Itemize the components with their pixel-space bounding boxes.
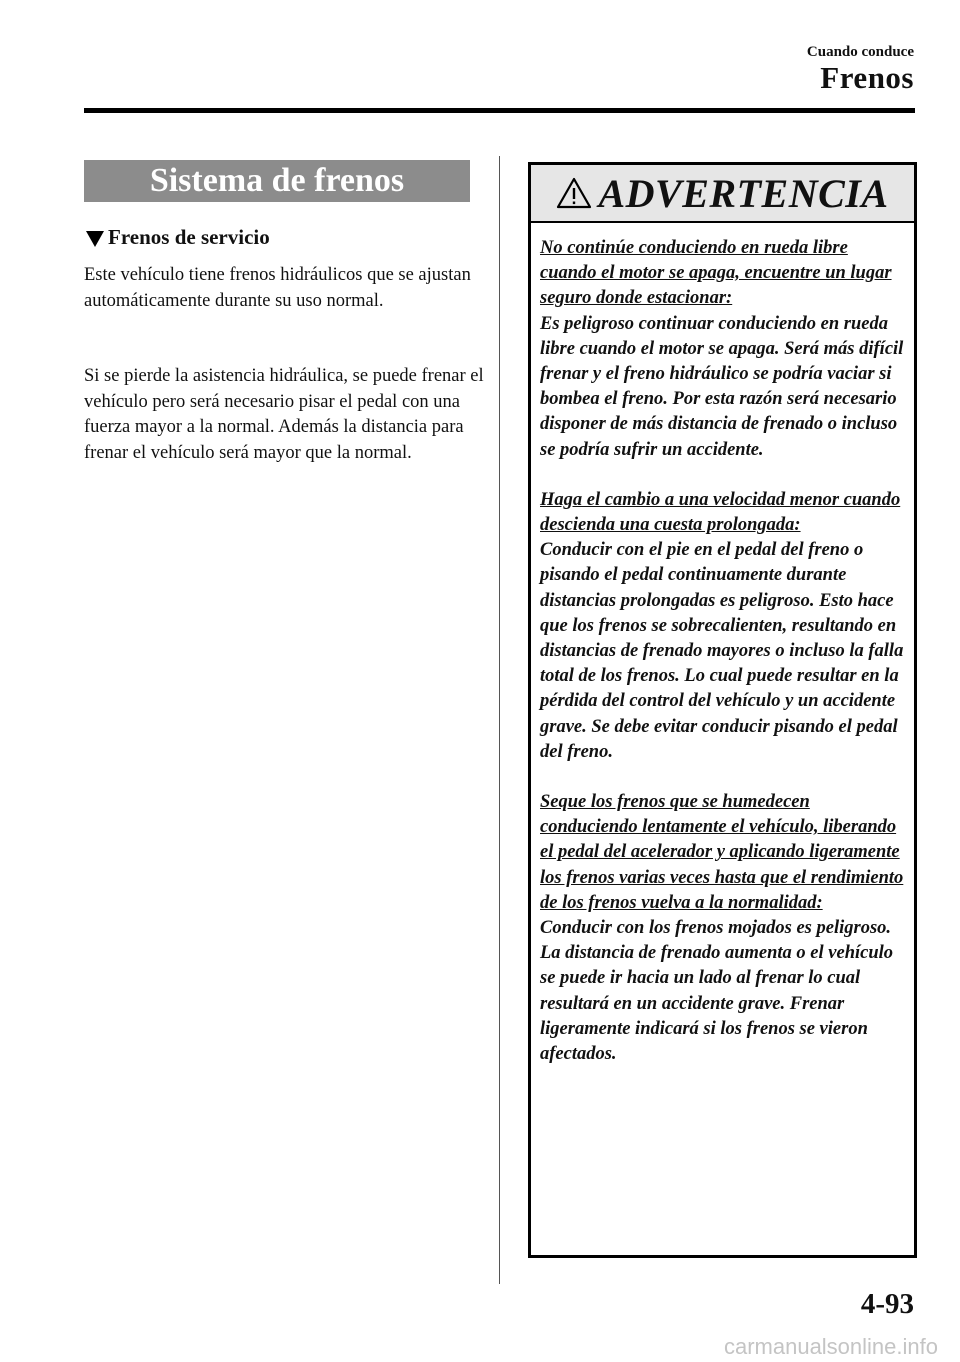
page-number: 4-93 xyxy=(860,1288,914,1320)
warning-item-heading: Haga el cambio a una velocidad menor cuando descienda una cuesta prolongada: xyxy=(540,489,901,536)
section-banner-title: Sistema de frenos xyxy=(149,162,405,199)
chapter-title: Cuando conduce xyxy=(806,44,914,60)
warning-body xyxy=(531,223,914,1067)
warning-title: ADVERTENCIA xyxy=(598,170,889,216)
warning-item xyxy=(540,790,908,1067)
watermark: carmanualsonline.info xyxy=(723,1334,938,1359)
subsection-heading xyxy=(86,225,270,250)
header-rule xyxy=(84,108,915,113)
subsection-title: Frenos de servicio xyxy=(108,225,270,249)
warning-item-heading: Seque los frenos que se humedecen conduciendo lentamente el vehículo, liberando el pedal del acelerador y aplicando ligeramente los frenos varias veces hasta que el rendimiento de los frenos vuelva a la normalidad: xyxy=(540,792,904,913)
warning-triangle-icon xyxy=(556,177,592,209)
warning-item xyxy=(540,488,908,765)
body-paragraph-1: Este vehículo tiene frenos hidráulicos que se ajustan automáticamente durante su uso normal. xyxy=(84,265,471,311)
warning-box xyxy=(528,162,917,1258)
column-divider xyxy=(499,156,500,1284)
section-banner xyxy=(84,160,470,202)
body-paragraph-2: Si se pierde la asistencia hidráulica, se puede frenar el vehículo pero será necesario pisar el pedal con una fuerza mayor a la normal. Además la distancia para frenar el vehículo será mayor que la normal. xyxy=(84,366,484,463)
warning-item-heading: No continúe conduciendo en rueda libre cuando el motor se apaga, encuentre un lugar seguro donde estacionar: xyxy=(540,238,892,309)
section-title: Frenos xyxy=(820,60,914,95)
warning-item xyxy=(540,236,908,463)
warning-item-text: Es peligroso continuar conduciendo en rueda libre cuando el motor se apaga. Será más difícil frenar y el freno hidráulico se podría vaciar si bombea el freno. Por esta razón será necesario disponer de más distancia de frenado o incluso se podría sufrir un accidente. xyxy=(540,313,904,460)
warning-item-text: Conducir con el pie en el pedal del freno o pisando el pedal continuamente durante distancias prolongadas es peligroso. Esto hace que los frenos se sobrecalienten, resultando en distancias de frenado mayores o incluso la falla total de los frenos. Lo cual puede resultar en la pérdida del control del vehículo y un accidente grave. Se debe evitar conducir pisando el pedal del freno. xyxy=(540,540,904,762)
warning-item-text: Conducir con los frenos mojados es peligroso. La distancia de frenado aumenta o el vehículo se puede ir hacia un lado al frenar lo cual resultará en un accidente grave. Frenar ligeramente indicará si los frenos se vieron afectados. xyxy=(540,918,894,1065)
triangle-down-icon xyxy=(86,231,104,247)
warning-header xyxy=(531,165,914,223)
